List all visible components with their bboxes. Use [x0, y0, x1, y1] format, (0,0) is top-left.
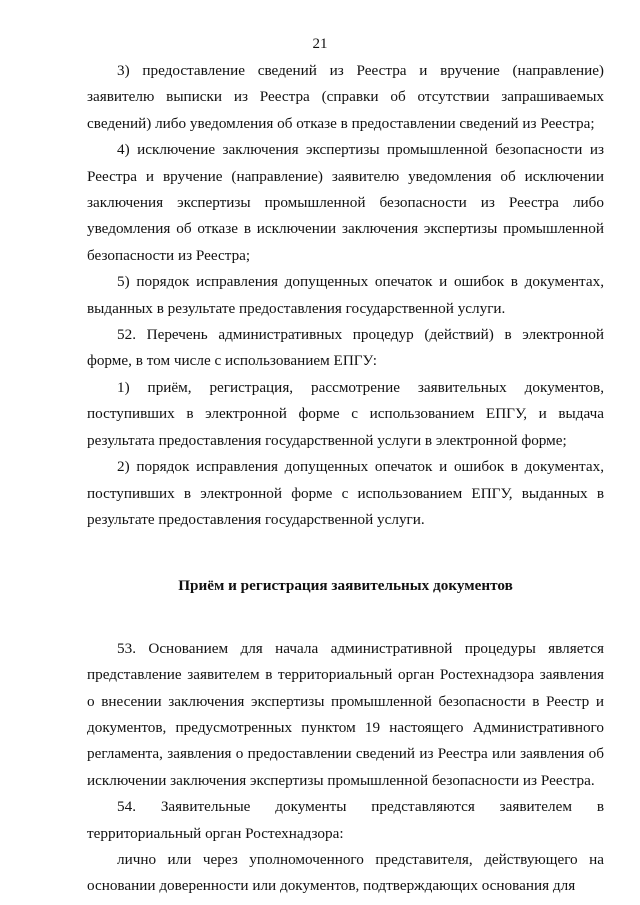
paragraph-clause-54: 54. Заявительные документы представляются заявителем в территориальный орган Ростехнадзора:	[87, 798, 604, 842]
page-number: 21	[312, 36, 328, 52]
paragraph-clause-52: 52. Перечень административных процедур (действий) в электронной форме, в том числе с использованием ЕПГУ:	[87, 326, 604, 370]
paragraph-item-2: 2) порядок исправления допущенных опечаток и ошибок в документах, поступивших в электронной форме с использованием ЕПГУ, выданных в результате предоставления государственной услуги.	[87, 458, 604, 528]
paragraph-item-1: 1) приём, регистрация, рассмотрение заявительных документов, поступивших в электронной форме с использованием ЕПГУ, и выдача результата предоставления государственной услуги в электронной форме;	[87, 378, 604, 449]
paragraph-item-5: 5) порядок исправления допущенных опечаток и ошибок в документах, выданных в результате предоставления государственной услуги.	[87, 273, 604, 317]
paragraph-item-4: 4) исключение заключения экспертизы промышленной безопасности из Реестра и вручение (направление) заявителю уведомления об исключении заключения экспертизы промышленной безопасности из Реестра либо уведомления об отказе в исключении заключения экспертизы промышленной безопасности из Реестра;	[87, 141, 604, 264]
paragraph-in-person: лично или через уполномоченного представителя, действующего на основании доверенности или документов, подтверждающих основания для	[87, 850, 604, 895]
section-heading: Приём и регистрация заявительных документов	[178, 577, 513, 595]
paragraph-clause-53: 53. Основанием для начала административной процедуры является представление заявителем в территориальный орган Ростехнадзора заявления о внесении заключения экспертизы промышленной безопасности в Реестр и документов, предусмотренных пунктом 19 настоящего Административного регламента, заявления о предоставлении сведений из Реестра или заявления об исключении заключения экспертизы промышленной безопасности из Реестра.	[87, 639, 604, 789]
paragraph-item-3: 3) предоставление сведений из Реестра и вручение (направление) заявителю выписки из Реестра (справки об отсутствии запрашиваемых сведений) либо уведомления об отказе в предоставлении сведений из Реестра;	[87, 62, 604, 132]
document-body	[87, 58, 604, 900]
